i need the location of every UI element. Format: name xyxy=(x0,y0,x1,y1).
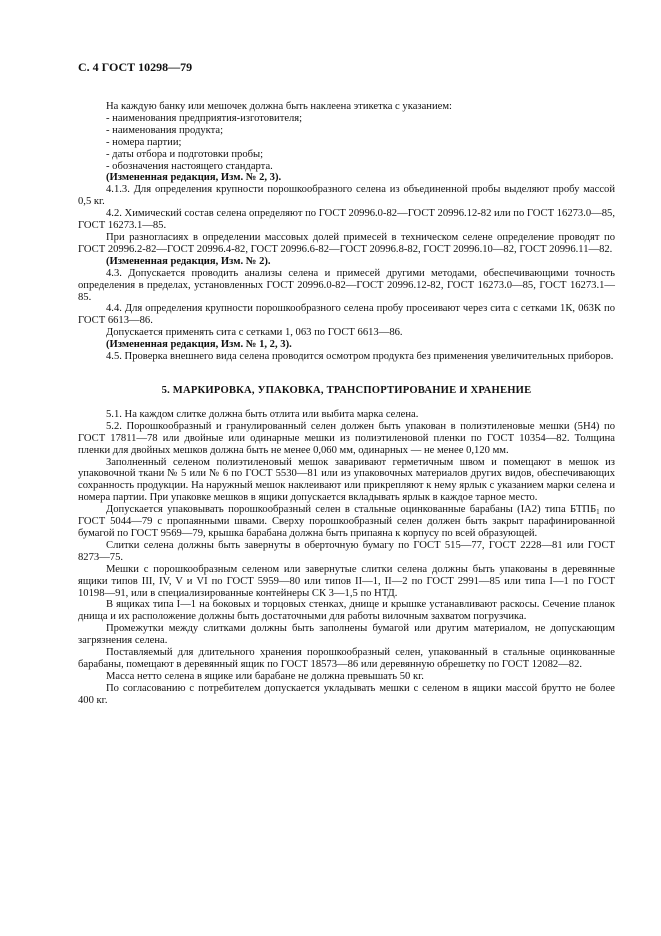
clause-5-2-gaps: Промежутки между слитками должны быть заполнены бумагой или другим материалом, не допускающим загрязнения селена. xyxy=(78,623,615,647)
clause-5-2-wrapping: Слитки селена должны быть завернуты в оберточную бумагу по ГОСТ 515—77, ГОСТ 2228—81 или ГОСТ 8273—75. xyxy=(78,539,615,563)
clause-5-2: 5.2. Порошкообразный и гранулированный селен должен быть упакован в полиэтиленовые мешки (5Н4) по ГОСТ 17811—78 или двойные или одинарные мешки из полиэтиленовой пленки по ГОСТ 10354—82. Толщина пленки для двойных мешков должна быть не менее 0,060 мм, одинарных — не менее 0,120 мм. xyxy=(78,420,615,456)
clause-5-2-gross-mass: По согласованию с потребителем допускается укладывать мешки с селеном в ящики массой брутто не более 400 кг. xyxy=(78,682,615,706)
list-item: - наименования предприятия-изготовителя; xyxy=(106,112,303,124)
list-item: - номера партии; xyxy=(106,136,182,148)
clause-4-1-3: 4.1.3. Для определения крупности порошкообразного селена из объединенной пробы выделяют пробу массой 0,5 кг. xyxy=(78,184,615,208)
list-item: - наименования продукта; xyxy=(106,124,224,136)
drum-type-subscript: 1 xyxy=(596,508,600,517)
clause-4-3: 4.3. Допускается проводить анализы селена и примесей другими методами, обеспечивающими точность определения в пределах, установленных ГОСТ 20996.0-82—ГОСТ 20996.12-82, ГОСТ 16273.0—85, ГОСТ 16273.1—85. xyxy=(78,267,615,303)
drums-text-end: по ГОСТ 5044—79 с пропаянными швами. Сверху порошкообразный селен должен быть закрыт парафинированной бумагой по ГОСТ 9569—79, крышка барабана должна быть припаяна к корпусу по всей образующей. xyxy=(78,504,615,539)
clause-5-2-boxes: Мешки с порошкообразным селеном или завернутые слитки селена должны быть упакованы в деревянные ящики типов III, IV, V и VI по ГОСТ 5959—80 или типов II—1, II—2 по ГОСТ 2991—85 или типа I—1 по ГОСТ 10198—91, или в специализированные контейнеры СК 3—1,5 по НТД. xyxy=(78,563,615,599)
page-header: С. 4 ГОСТ 10298—79 xyxy=(78,60,193,74)
clause-5-2-braces: В ящиках типа I—1 на боковых и торцовых стенках, днище и крышке устанавливают раскосы. Сечение планок днища и их расположение должны быть достаточными для работы вилочным захватом погрузчика. xyxy=(78,599,615,623)
list-item: - обозначения настоящего стандарта. xyxy=(106,160,273,172)
clause-5-2-drums xyxy=(78,504,615,540)
clause-4-2-disputes: При разногласиях в определении массовых долей примесей в техническом селене определение проводят по ГОСТ 20996.2-82—ГОСТ 20996.4-82, ГОСТ 20996.6-82—ГОСТ 20996.8-82, ГОСТ 20996.10—82, ГОСТ 20996.11—82. xyxy=(78,231,615,255)
clause-5-2-net-mass: Масса нетто селена в ящике или барабане не должна превышать 50 кг. xyxy=(106,670,424,682)
clause-4-5: 4.5. Проверка внешнего вида селена проводится осмотром продукта без применения увеличительных приборов. xyxy=(106,351,614,363)
clause-4-4: 4.4. Для определения крупности порошкообразного селена пробу просеивают через сита с сетками 1К, 063К по ГОСТ 6613—86. xyxy=(78,303,615,327)
revision-note: (Измененная редакция, Изм. № 2, 3). xyxy=(106,172,282,184)
revision-note: (Измененная редакция, Изм. № 1, 2, 3). xyxy=(106,339,292,351)
clause-4-4-sieves: Допускается применять сита с сетками 1, 063 по ГОСТ 6613—86. xyxy=(106,327,403,339)
document-page xyxy=(78,60,615,707)
section-title: 5. МАРКИРОВКА, УПАКОВКА, ТРАНСПОРТИРОВАНИЕ И ХРАНЕНИЕ xyxy=(161,384,532,396)
clause-5-1: 5.1. На каждом слитке должна быть отлита или выбита марка селена. xyxy=(106,408,419,420)
clause-4-2: 4.2. Химический состав селена определяют по ГОСТ 20996.0-82—ГОСТ 20996.12-82 или по ГОСТ 16273.0—85, ГОСТ 16273.1—85. xyxy=(78,208,615,232)
clause-5-2-bag-sealing: Заполненный селеном полиэтиленовый мешок заваривают герметичным швом и помещают в мешок из упаковочной ткани № 5 или № 6 по ГОСТ 5530—81 или из упаковочных материалов других видов, обеспечивающих сохранность продукции. На наружный мешок наклеивают или прикрепляют к нему ярлык с указанием марки селена и номера партии. При упаковке мешков в ящики допускается вкладывать ярлык в каждое тарное место. xyxy=(78,456,615,504)
drums-text-start: Допускается упаковывать порошкообразный селен в стальные оцинкованные барабаны (IA2) типа БТПБ xyxy=(106,504,597,516)
revision-note: (Измененная редакция, Изм. № 2). xyxy=(106,255,271,267)
clause-5-2-storage: Поставляемый для длительного хранения порошкообразный селен, упакованный в стальные оцинкованные барабаны, помещают в деревянный ящик по ГОСТ 18573—86 или деревянную обрешетку по ГОСТ 12082—82. xyxy=(78,647,615,670)
label-intro: На каждую банку или мешочек должна быть наклеена этикетка с указанием: xyxy=(106,101,452,112)
list-item: - даты отбора и подготовки пробы; xyxy=(106,148,264,160)
